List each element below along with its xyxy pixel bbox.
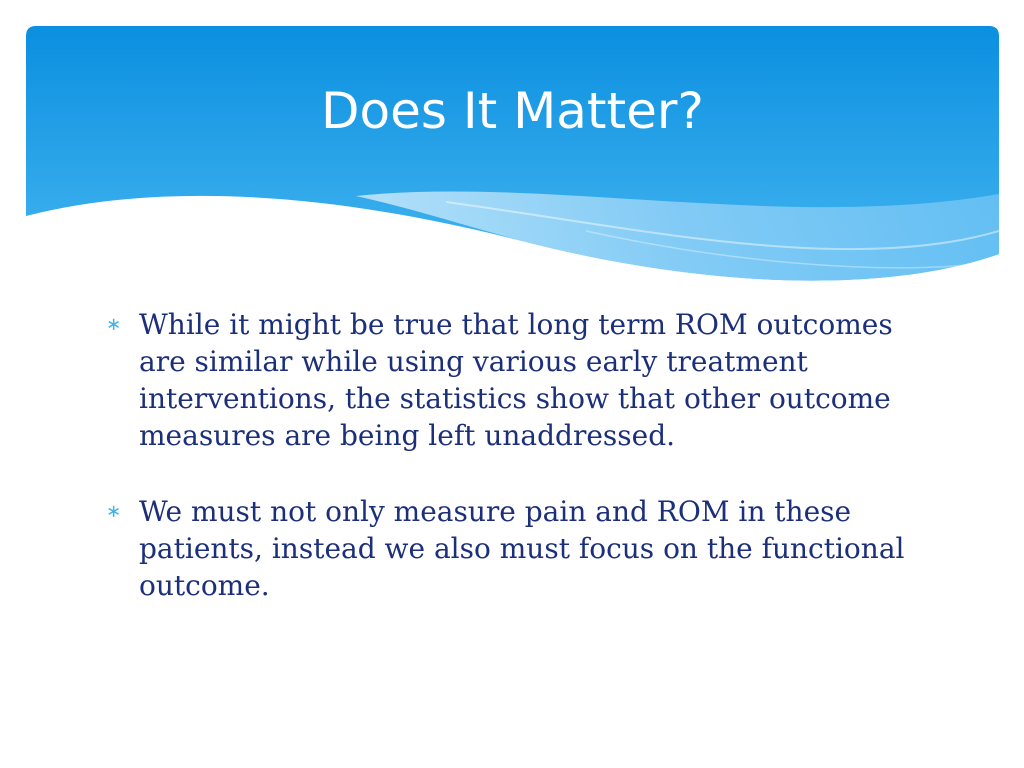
wave-banner-graphic — [26, 26, 999, 296]
asterisk-bullet-icon: ∗ — [106, 501, 122, 522]
slide-title: Does It Matter? — [321, 82, 704, 140]
bullet-list — [106, 306, 926, 643]
bullet-text: We must not only measure pain and ROM in these patients, instead we also must focus on the functional outcome. — [139, 495, 905, 602]
bullet-item — [106, 493, 926, 604]
title-banner — [26, 26, 999, 296]
asterisk-bullet-icon: ∗ — [106, 314, 122, 335]
bullet-item — [106, 306, 926, 454]
bullet-text: While it might be true that long term ROM outcomes are similar while using various early treatment interventions, the statistics show that other outcome measures are being left unaddressed. — [139, 308, 893, 452]
